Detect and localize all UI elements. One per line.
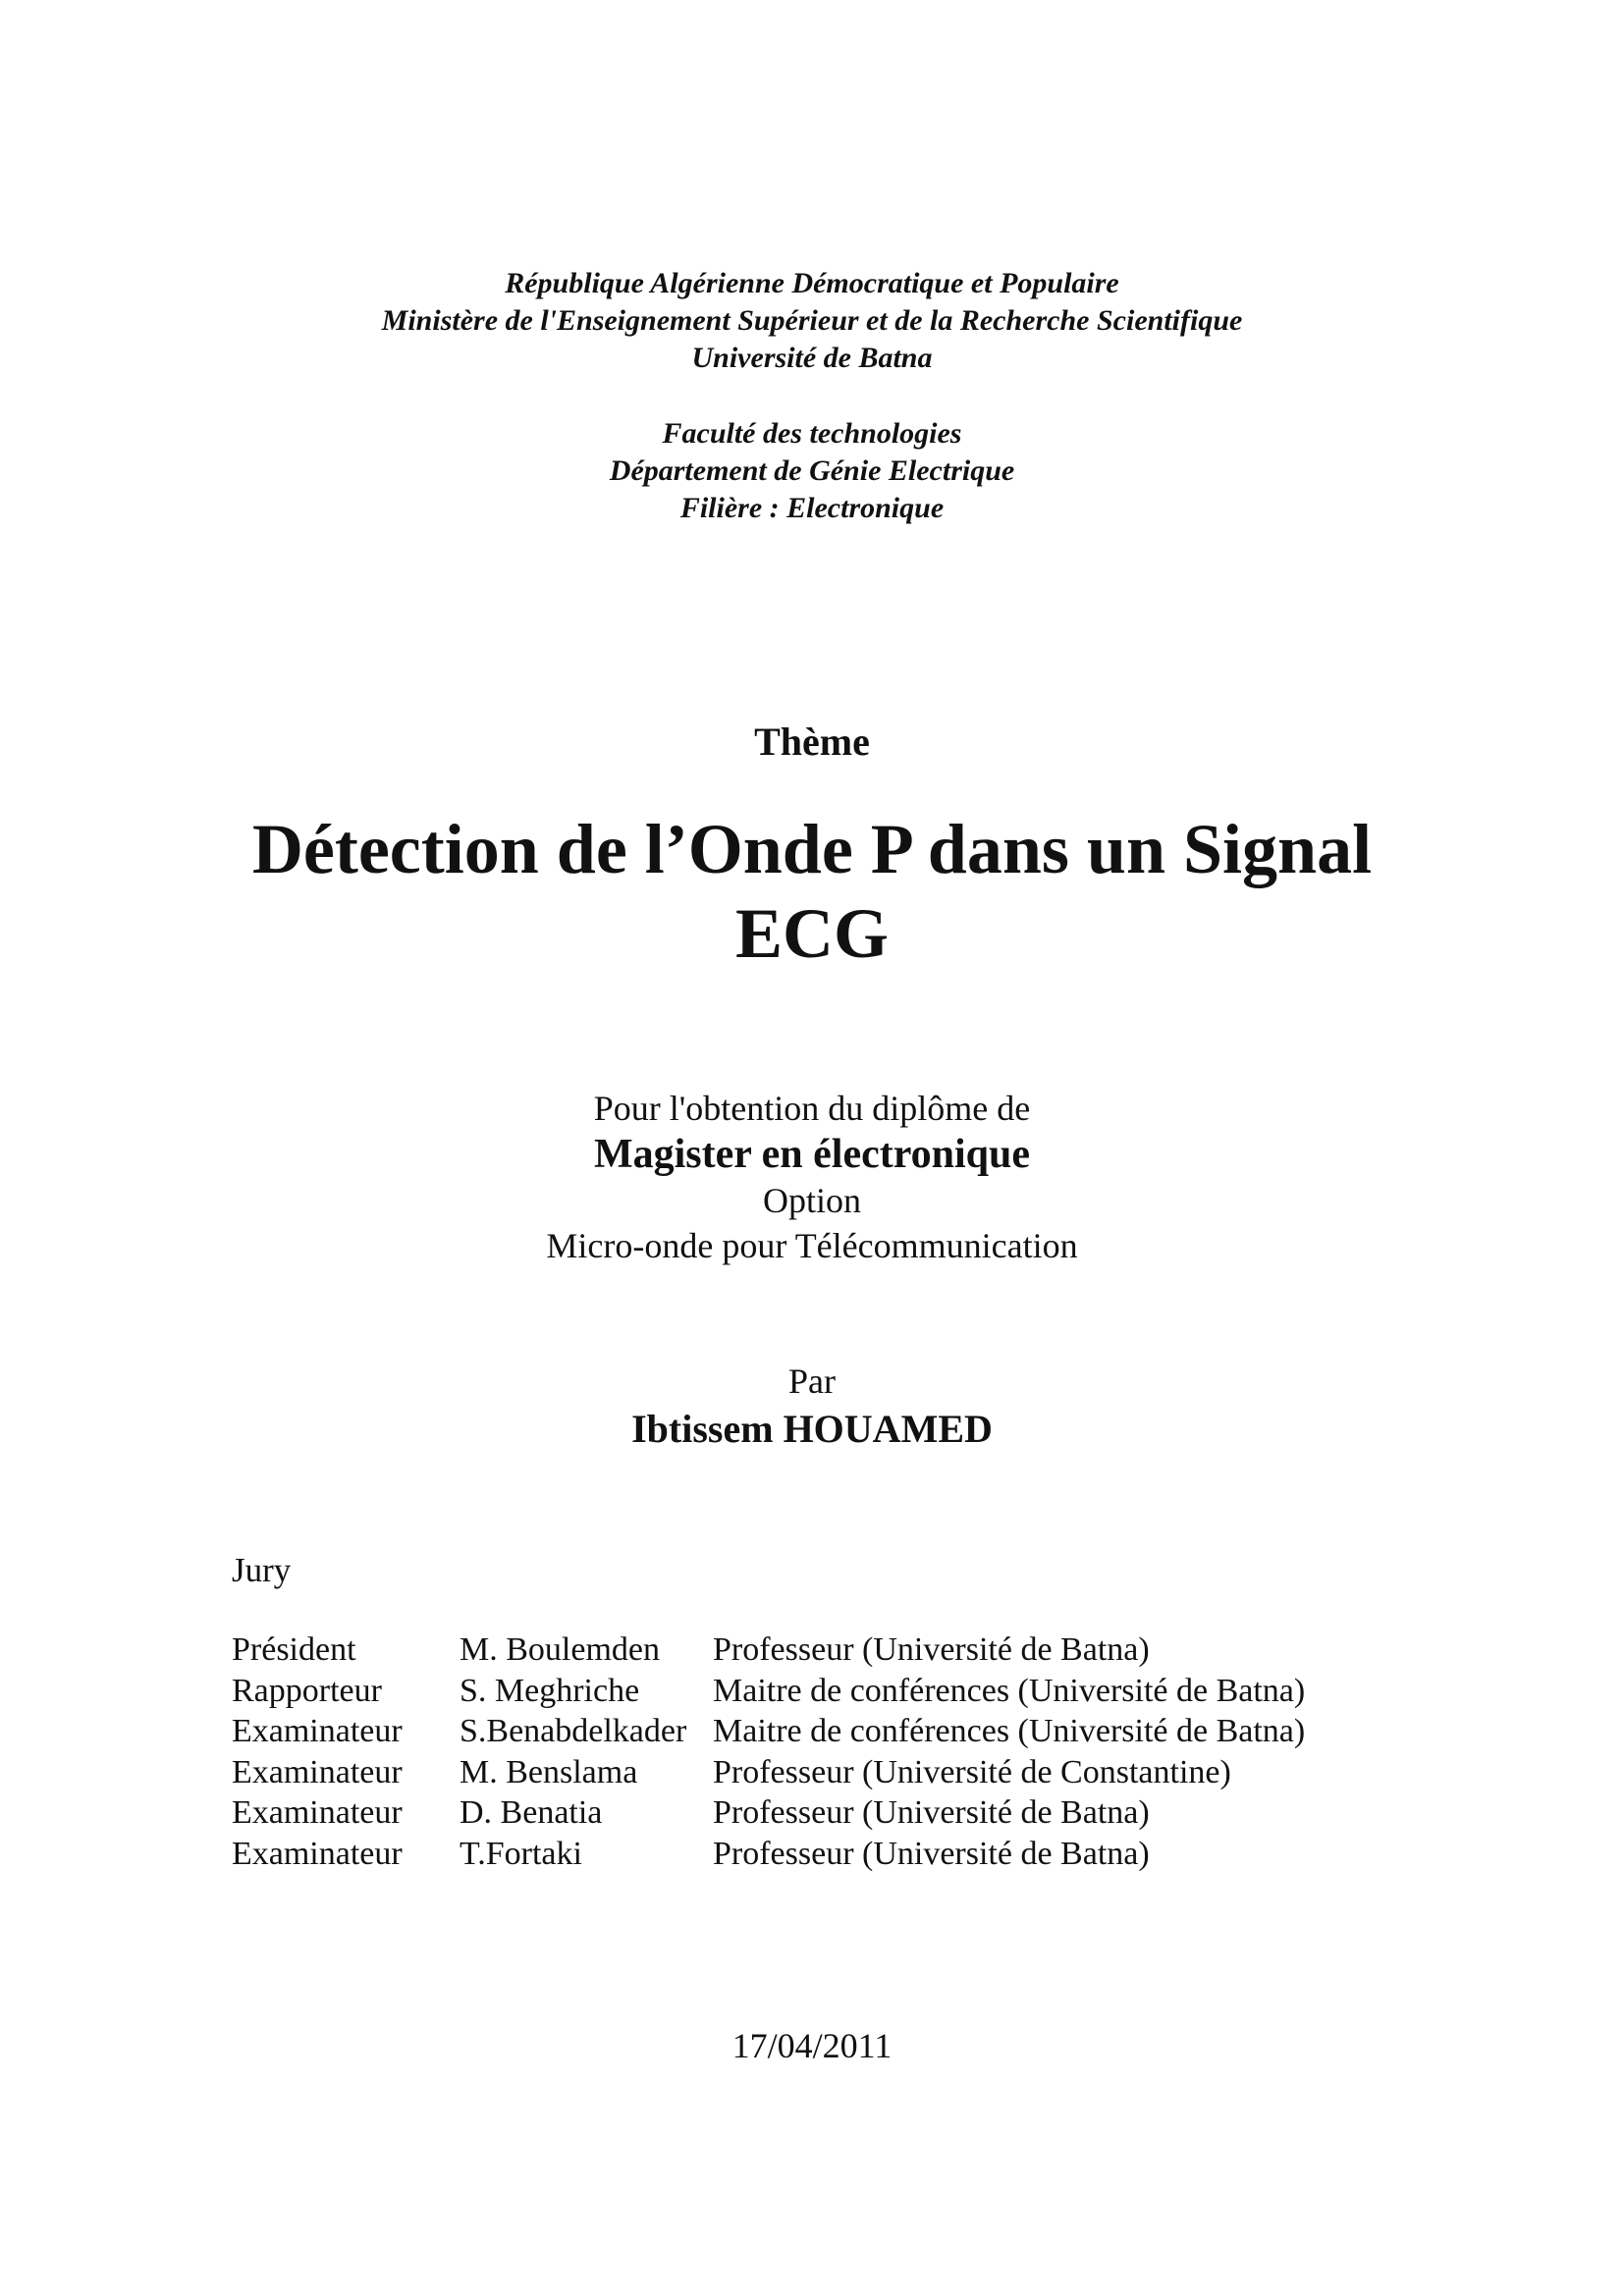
jury-row bbox=[232, 1792, 1305, 1834]
defense-date: 17/04/2011 bbox=[731, 2026, 893, 2065]
department-line: Département de Génie Electrique bbox=[609, 454, 1015, 487]
diploma-intro: Pour l'obtention du diplôme de bbox=[593, 1089, 1031, 1128]
jury-row bbox=[232, 1834, 1305, 1875]
jury-row bbox=[232, 1671, 1305, 1712]
jury-name: S.Benabdelkader bbox=[460, 1713, 687, 1749]
by-label: Par bbox=[788, 1362, 836, 1401]
institution-header bbox=[0, 265, 1624, 377]
jury-row bbox=[232, 1752, 1305, 1793]
jury-affiliation: Professeur (Université de Batna) bbox=[713, 1835, 1150, 1872]
jury-role: Examinateur bbox=[232, 1713, 403, 1749]
degree-name: Magister en électronique bbox=[593, 1132, 1030, 1177]
jury-name: M. Benslama bbox=[460, 1753, 638, 1790]
jury-affiliation: Professeur (Université de Batna) bbox=[713, 1631, 1150, 1668]
jury-name: D. Benatia bbox=[460, 1794, 603, 1831]
option-label: Option bbox=[762, 1181, 861, 1220]
title-line-2: ECG bbox=[734, 894, 890, 973]
jury-affiliation: Maitre de conférences (Université de Batna) bbox=[713, 1713, 1306, 1749]
title-line-1: Détection de l’Onde P dans un Signal bbox=[251, 810, 1373, 888]
republic-line: République Algérienne Démocratique et Populaire bbox=[505, 267, 1119, 299]
jury-name: T.Fortaki bbox=[460, 1835, 582, 1872]
jury-name: M. Boulemden bbox=[460, 1631, 660, 1668]
jury-role: Examinateur bbox=[232, 1835, 403, 1872]
diploma-block bbox=[0, 1086, 1624, 1268]
faculty-line: Faculté des technologies bbox=[662, 417, 962, 450]
field-line: Filière : Electronique bbox=[679, 492, 945, 524]
jury-role: Examinateur bbox=[232, 1794, 403, 1831]
jury-name: S. Meghriche bbox=[460, 1672, 640, 1709]
jury-row bbox=[232, 1629, 1305, 1671]
theme-label: Thème bbox=[754, 720, 870, 764]
thesis-title bbox=[0, 807, 1624, 976]
jury-role: Rapporteur bbox=[232, 1672, 382, 1709]
faculty-header bbox=[0, 415, 1624, 527]
jury-role: Président bbox=[232, 1631, 356, 1668]
jury-label: Jury bbox=[232, 1551, 292, 1589]
jury-row bbox=[232, 1711, 1305, 1752]
option-value: Micro-onde pour Télécommunication bbox=[546, 1226, 1078, 1265]
jury-role: Examinateur bbox=[232, 1753, 403, 1790]
jury-affiliation: Professeur (Université de Batna) bbox=[713, 1794, 1150, 1831]
author-block bbox=[0, 1359, 1624, 1455]
jury-affiliation: Maitre de conférences (Université de Batna) bbox=[713, 1672, 1306, 1709]
university-line: Université de Batna bbox=[691, 342, 933, 374]
jury-affiliation: Professeur (Université de Constantine) bbox=[713, 1753, 1231, 1790]
ministry-line: Ministère de l'Enseignement Supérieur et de la Recherche Scientifique bbox=[381, 304, 1243, 337]
author-name: Ibtissem HOUAMED bbox=[631, 1407, 993, 1451]
jury-table bbox=[232, 1629, 1305, 1874]
